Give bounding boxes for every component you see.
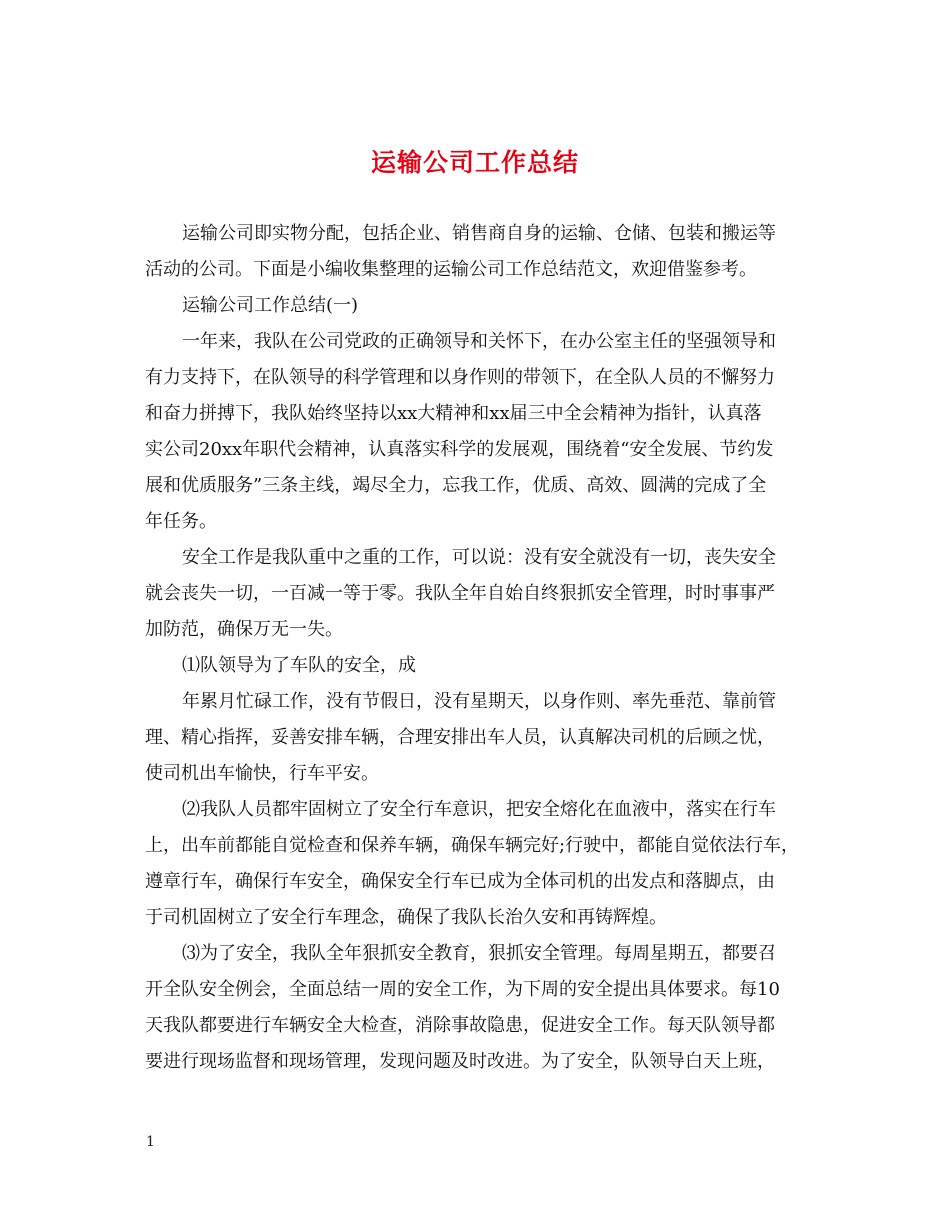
paragraph-line: 使司机出车愉快，行车平安。 — [145, 763, 379, 784]
paragraph-line: 展和优质服务”三条主线，竭尽全力，忘我工作，优质、高效、圆满的完成了全 — [145, 475, 767, 496]
paragraph-line: ⑵我队人员都牢固树立了安全行车意识，把安全熔化在血液中，落实在行车 — [182, 799, 776, 820]
paragraph-line: 于司机固树立了安全行车理念，确保了我队长治久安和再铸辉煌。 — [145, 907, 667, 928]
paragraph-line: 运输公司即实物分配，包括企业、销售商自身的运输、仓储、包装和搬运等 — [182, 223, 776, 244]
list-item-heading: ⑴队领导为了车队的安全，成 — [182, 655, 416, 676]
paragraph-line: 加防范，确保万无一失。 — [145, 619, 343, 640]
paragraph-line: 有力支持下，在队领导的科学管理和以身作则的带领下，在全队人员的不懈努力 — [145, 367, 775, 388]
paragraph-line: 开全队安全例会，全面总结一周的安全工作，为下周的安全提出具体要求。每10 — [145, 979, 780, 1000]
paragraph-line: 理、精心指挥，妥善安排车辆，合理安排出车人员，认真解决司机的后顾之忧， — [145, 727, 775, 748]
paragraph-line: 一年来，我队在公司党政的正确领导和关怀下，在办公室主任的坚强领导和 — [182, 331, 776, 352]
paragraph-line: ⑶为了安全，我队全年狠抓安全教育，狠抓安全管理。每周星期五，都要召 — [182, 943, 776, 964]
document-title: 运输公司工作总结 — [370, 148, 579, 177]
paragraph-line: 上，出车前都能自觉检查和保养车辆，确保车辆完好;行驶中，都能自觉依法行车， — [145, 835, 800, 856]
paragraph-line: 和奋力拼搏下，我队始终坚持以xx大精神和xx届三中全会精神为指针，认真落 — [145, 403, 762, 424]
paragraph-line: 年任务。 — [145, 511, 217, 532]
paragraph-line: 安全工作是我队重中之重的工作，可以说：没有安全就没有一切，丧失安全 — [182, 547, 776, 568]
paragraph-line: 天我队都要进行车辆安全大检查，消除事故隐患，促进安全工作。每天队领导都 — [145, 1015, 775, 1036]
paragraph-line: 年累月忙碌工作，没有节假日，没有星期天，以身作则、率先垂范、靠前管 — [182, 691, 776, 712]
paragraph-line: 实公司20xx年职代会精神，认真落实科学的发展观，围绕着“安全发展、节约发 — [145, 439, 774, 460]
paragraph-line: 就会丧失一切，一百减一等于零。我队全年自始自终狠抓安全管理，时时事事严 — [145, 583, 775, 604]
section-heading: 运输公司工作总结(一) — [182, 295, 359, 316]
paragraph-line: 活动的公司。下面是小编收集整理的运输公司工作总结范文，欢迎借鉴参考。 — [145, 259, 757, 280]
paragraph-line: 遵章行车，确保行车安全，确保安全行车已成为全体司机的出发点和落脚点，由 — [145, 871, 775, 892]
page-number: 1 — [146, 1134, 155, 1150]
paragraph-line: 要进行现场监督和现场管理，发现问题及时改进。为了安全，队领导白天上班， — [145, 1051, 775, 1072]
